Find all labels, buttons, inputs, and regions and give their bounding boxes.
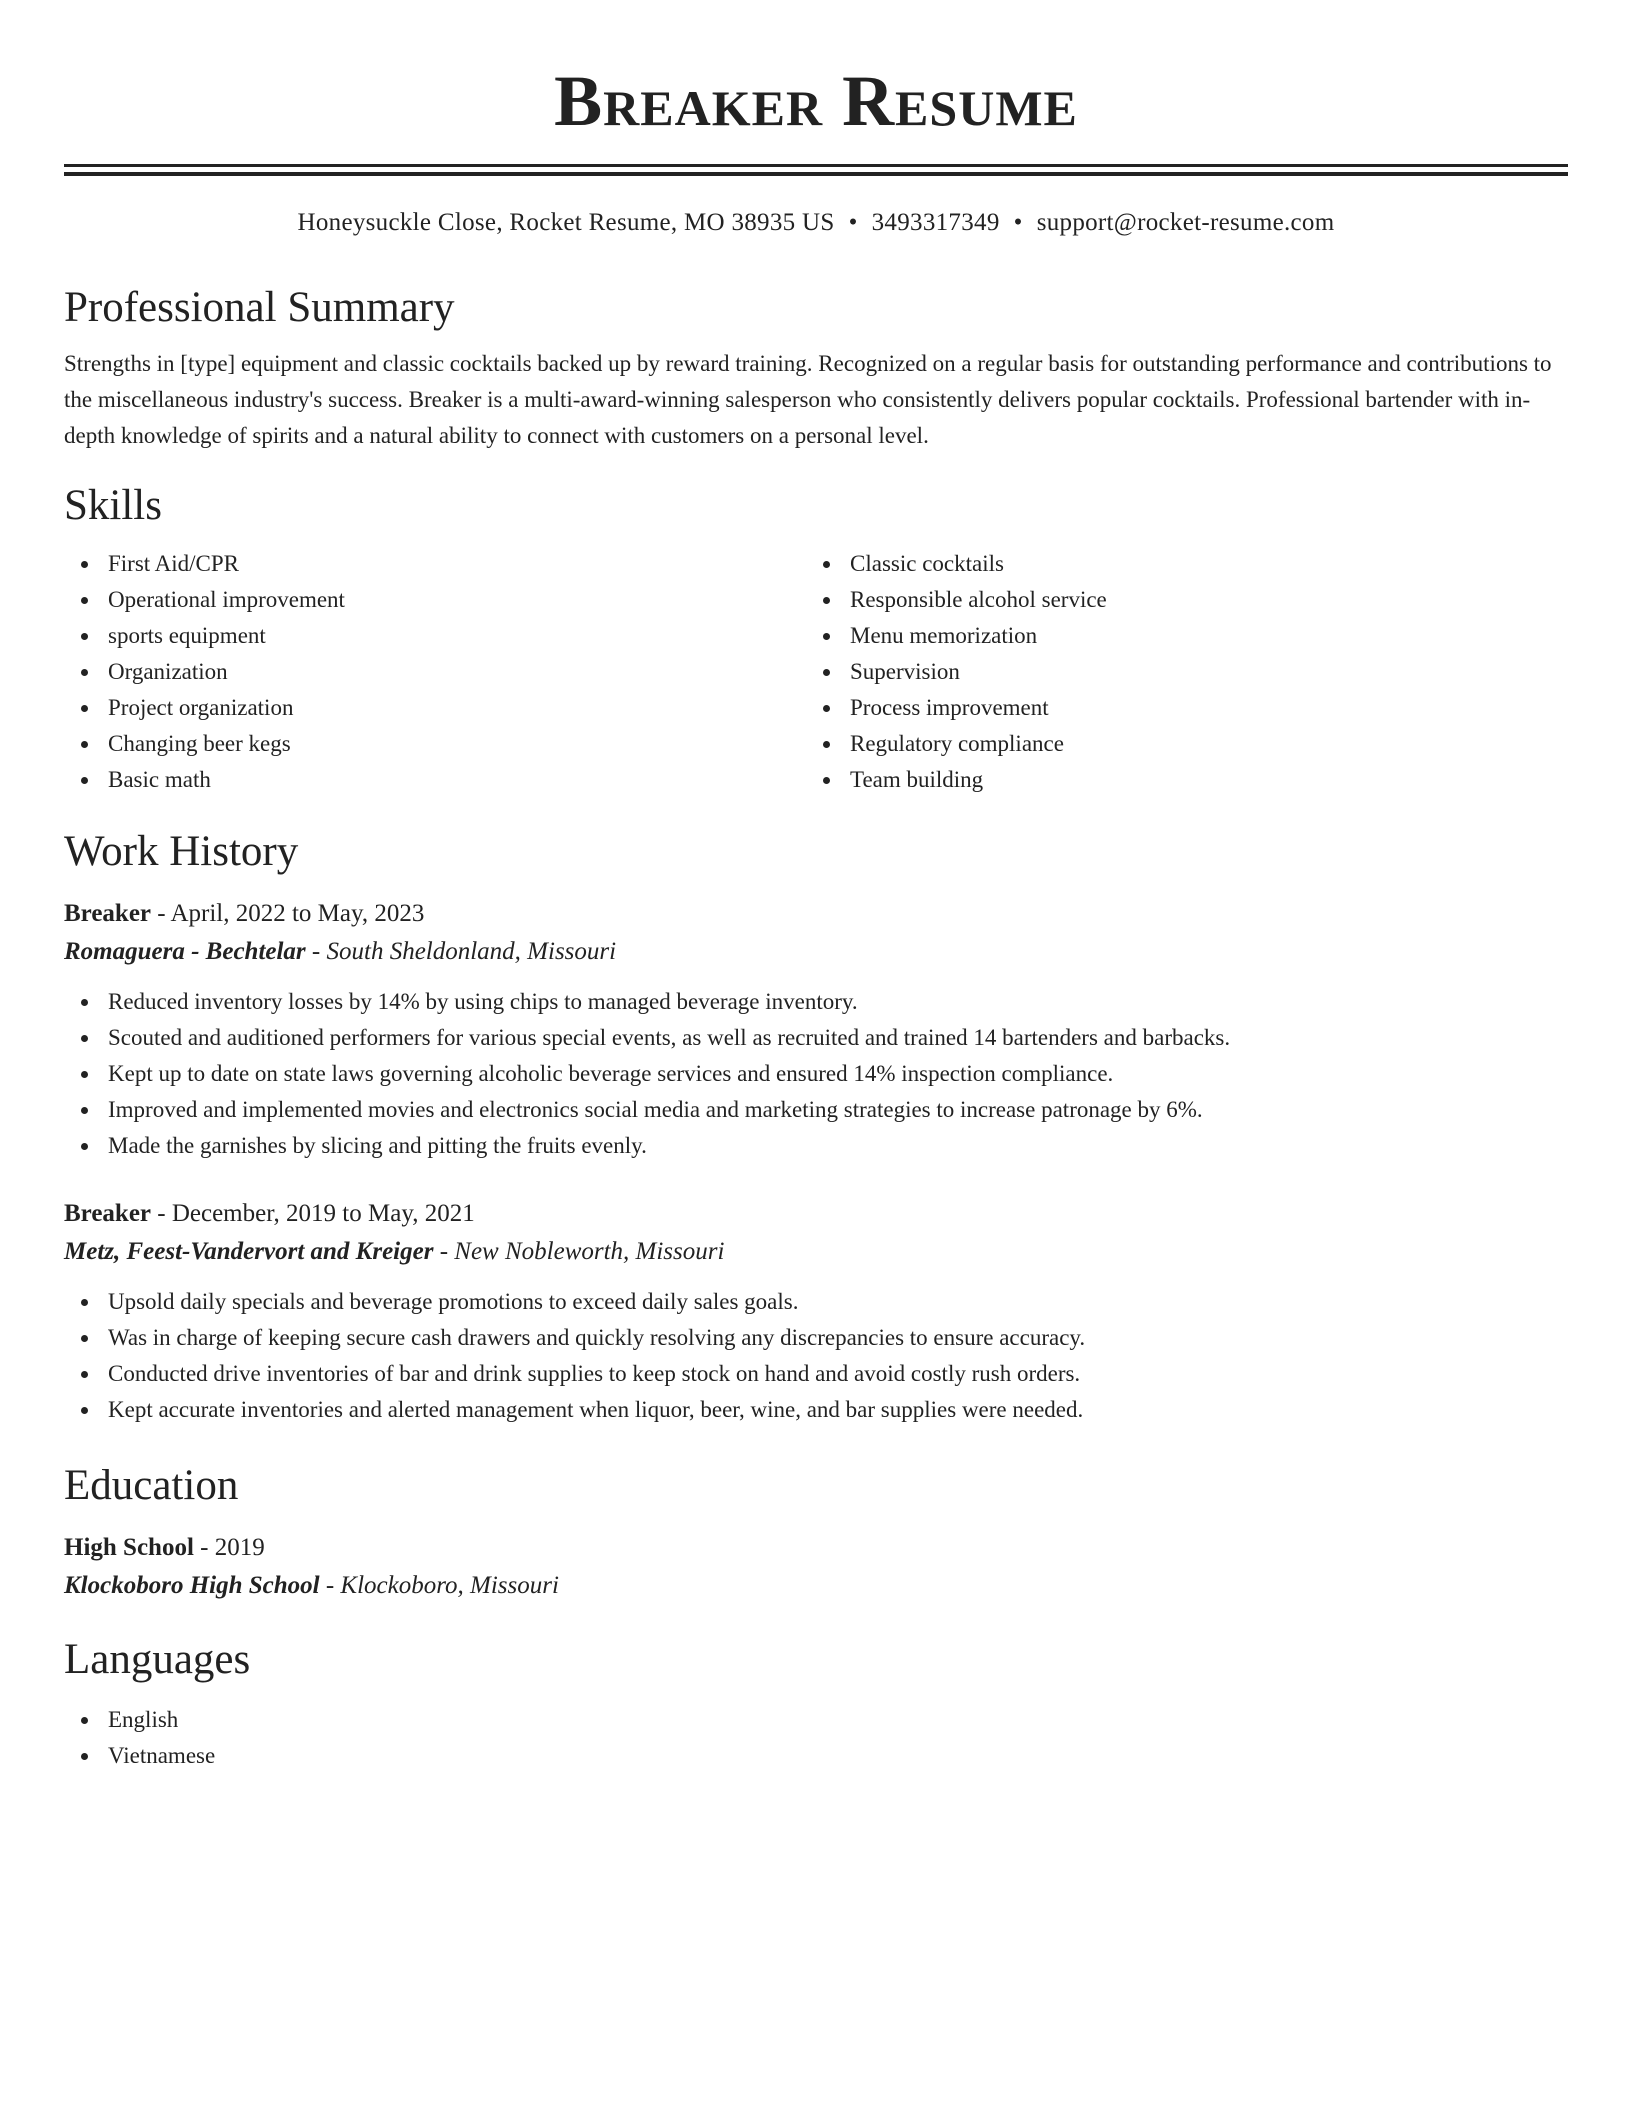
contact-separator: • (1013, 209, 1023, 236)
employer-line (64, 1232, 1568, 1272)
degree-line (64, 1530, 1568, 1566)
skill-item: Menu memorization (806, 618, 1548, 654)
job-bullet: Kept up to date on state laws governing alcoholic beverage services and ensured 14% inspection compliance. (64, 1056, 1568, 1092)
job-bullet: Scouted and auditioned performers for various special events, as well as recruited and trained 14 bartenders and barbacks. (64, 1020, 1568, 1056)
language-item: Vietnamese (64, 1738, 1568, 1774)
skill-item: Classic cocktails (806, 546, 1548, 582)
skills-list-left (64, 546, 806, 798)
skills-heading: Skills (64, 482, 162, 529)
graduation-year: - 2019 (193, 1534, 265, 1561)
skill-item: Project organization (64, 690, 806, 726)
job-bullet: Improved and implemented movies and electronics social media and marketing strategies to increase patronage by 6%. (64, 1092, 1568, 1128)
work-history-section (64, 824, 1568, 1428)
job-bullets (64, 984, 1568, 1164)
candidate-name: Breaker Resume (554, 61, 1078, 141)
job-bullet: Made the garnishes by slicing and pitting the fruits evenly. (64, 1128, 1568, 1164)
languages-list (64, 1702, 1568, 1774)
job-title-line (64, 1196, 1568, 1232)
skill-item: Operational improvement (64, 582, 806, 618)
skill-item: Basic math (64, 762, 806, 798)
contact-email: support@rocket-resume.com (1036, 209, 1335, 236)
contact-separator: • (848, 209, 858, 236)
summary-text: Strengths in [type] equipment and classic cocktails backed up by reward training. Recognized on a regular basis for outstanding performance and contributions to the miscellaneous industry's success. Breaker is a multi-award-winning salesperson who consistently delivers popular cocktails. Professional bartender with in-depth knowledge of spirits and a natural ability to connect with customers on a personal level. (64, 351, 1552, 448)
skill-item: sports equipment (64, 618, 806, 654)
contact-line (64, 206, 1568, 240)
employer-location: - South Sheldonland, Missouri (305, 938, 617, 965)
job-bullets (64, 1284, 1568, 1428)
job-dates: - December, 2019 to May, 2021 (151, 1200, 475, 1227)
employer-location: - New Nobleworth, Missouri (433, 1238, 725, 1265)
languages-heading: Languages (64, 1636, 251, 1683)
job-bullet: Upsold daily specials and beverage promotions to exceed daily sales goals. (64, 1284, 1568, 1320)
languages-section (64, 1632, 1568, 1774)
job-bullet: Was in charge of keeping secure cash drawers and quickly resolving any discrepancies to ensure accuracy. (64, 1320, 1568, 1356)
job-dates: - April, 2022 to May, 2023 (151, 900, 425, 927)
skill-item: Regulatory compliance (806, 726, 1548, 762)
school-name: Klockoboro High School (64, 1572, 320, 1599)
job-title-line (64, 896, 1568, 932)
employer-name: Romaguera - Bechtelar (64, 938, 306, 965)
resume-page (64, 0, 1568, 1774)
education-section (64, 1458, 1568, 1606)
school-line (64, 1566, 1568, 1606)
language-item: English (64, 1702, 1568, 1738)
degree-name: High School (64, 1534, 194, 1561)
skill-item: First Aid/CPR (64, 546, 806, 582)
job-bullet: Conducted drive inventories of bar and drink supplies to keep stock on hand and avoid costly rush orders. (64, 1356, 1568, 1392)
skill-item: Process improvement (806, 690, 1548, 726)
contact-address: Honeysuckle Close, Rocket Resume, MO 38935 US (297, 209, 835, 236)
skill-item: Team building (806, 762, 1548, 798)
summary-heading: Professional Summary (64, 284, 455, 331)
job-bullet: Reduced inventory losses by 14% by using chips to managed beverage inventory. (64, 984, 1568, 1020)
school-location: - Klockoboro, Missouri (319, 1572, 559, 1599)
contact-phone: 3493317349 (871, 209, 1000, 236)
summary-section (64, 280, 1568, 454)
job-title: Breaker (64, 900, 152, 927)
job-entry (64, 896, 1568, 1164)
skill-item: Changing beer kegs (64, 726, 806, 762)
skills-columns (64, 546, 1568, 798)
work-history-heading: Work History (64, 828, 299, 875)
employer-name: Metz, Feest-Vandervort and Kreiger (64, 1238, 434, 1265)
employer-line (64, 932, 1568, 972)
job-entry (64, 1196, 1568, 1428)
job-title: Breaker (64, 1200, 152, 1227)
skill-item: Organization (64, 654, 806, 690)
job-bullet: Kept accurate inventories and alerted management when liquor, beer, wine, and bar supplies were needed. (64, 1392, 1568, 1428)
skill-item: Supervision (806, 654, 1548, 690)
skills-section (64, 478, 1568, 798)
header-divider (64, 164, 1568, 176)
skills-list-right (806, 546, 1548, 798)
education-heading: Education (64, 1462, 239, 1509)
skill-item: Responsible alcohol service (806, 582, 1548, 618)
